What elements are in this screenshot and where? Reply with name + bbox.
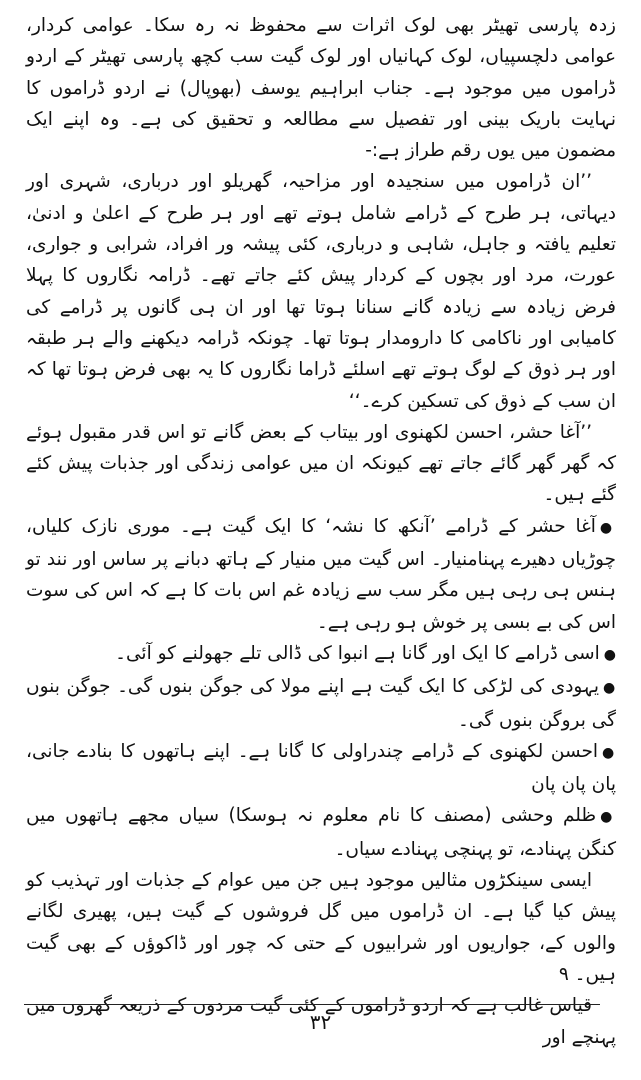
quote-block-2: ’’آغا حشر، احسن لکھنوی اور بیتاب کے بعض گانے تو اس قدر مقبول ہوئے کہ گھر گھر گائے جاتے تھے کیونکہ ان میں عوامی زندگی اور جذبات پیش کئے گئے ہیں۔ bbox=[26, 421, 616, 506]
paragraph-last-line: قیاس غالب ہے کہ اردو ڈراموں کے کئی گیت مردوں کے ذریعہ گھروں میں پہنچے اور bbox=[26, 995, 616, 1048]
quote-block-1: ’’ان ڈراموں میں سنجیدہ اور مزاحیہ، گھریلو اور درباری، شہری اور دیہاتی، ہر طرح کے ڈرامے شامل ہوتے تھے اور ہر طرح کے اعلیٰ و ادنیٰ، تعلیم یافتہ و جاہل، شاہی و درباری، کئی پیشہ ور افراد، شرابی و جواری، عورت، مرد اور بچوں کے کردار پیش کئے جاتے تھے۔ ڈرامہ نگاروں کا پہلا فرض زیادہ سے زیادہ گانے سنانا ہوتا تھا اور ان ہی گانوں پر ڈرامے کی کامیابی اور ناکامی کا دارومدار ہوتا تھا۔ چونکہ ڈرامہ دیکھنے والے ہر طبقہ اور ہر ذوق کے لوگ ہوتے تھے اسلئے ڈراما نگاروں کا یہ بھی فرض ہوتا تھا کہ ان سب کے ذوق کی تسکین کرے۔‘‘ bbox=[26, 171, 616, 412]
bullet-item bbox=[26, 638, 616, 671]
bullet-text: احسن لکھنوی کے ڈرامے چندراولی کا گانا ہے۔ اپنے ہاتھوں کا بنادے جانی، پان پان پان bbox=[26, 740, 616, 796]
body-text bbox=[26, 10, 616, 1053]
bullet-item bbox=[26, 511, 616, 638]
bullet-item bbox=[26, 736, 616, 801]
paragraph-intro: زدہ پارسی تھیٹر بھی لوک اثرات سے محفوظ نہ رہ سکا۔ عوامی کردار، عوامی دلچسپیاں، لوک کہانیاں اور لوک گیت سب کچھ پارسی تھیٹر کے اردو ڈراموں میں موجود ہے۔ جناب ابراہیم یوسف (بھوپال) نے اردو ڈراموں کا نہایت باریک بینی اور تفصیل سے مطالعہ و تحقیق کی ہے۔ وہ اپنے ایک مضمون میں یوں رقم طراز ہے:- bbox=[26, 15, 616, 162]
bullet-icon: ● bbox=[599, 519, 616, 536]
bullet-text: اسی ڈرامے کا ایک اور گانا ہے انبوا کی ڈالی تلے جھولنے کو آئی۔ bbox=[115, 642, 600, 664]
page-number: ۳۲ bbox=[309, 1010, 332, 1034]
bullet-icon: ● bbox=[603, 646, 616, 663]
bullet-item bbox=[26, 800, 616, 865]
bullet-text: آغا حشر کے ڈرامے ’آنکھ کا نشہ‘ کا ایک گیت ہے۔ موری نازک کلیاں، چوڑیاں دھیرے پہنامنیار۔ اس گیت میں منیار کے ہاتھ دبانے پر ساس اور نند تو ہنس ہی رہی ہیں مگر سب سے زیادہ غم اس بات کا ہے کہ اس کی سوت اس کی بے بسی پر خوش ہو رہی ہے۔ bbox=[26, 515, 616, 633]
paragraph-examples: ایسی سینکڑوں مثالیں موجود ہیں جن میں عوام کے جذبات اور تہذیب کو پیش کیا گیا ہے۔ ان ڈراموں میں گل فروشوں کے گیت ہیں، پھیری لگانے والوں کے، جواریوں اور شرابیوں کے حتی کہ چور اور ڈاکوؤں کے بھی گیت ہیں۔ ۹ bbox=[26, 870, 616, 985]
bullet-text: ظلم وحشی (مصنف کا نام معلوم نہ ہوسکا) سیاں مجھے ہاتھوں میں کنگن پہنادے، تو پہنچی پہنادے سیاں۔ bbox=[26, 805, 616, 860]
bullet-icon: ● bbox=[602, 680, 616, 697]
footer-rule bbox=[24, 1004, 600, 1005]
bullet-icon: ● bbox=[602, 744, 617, 761]
bullet-icon: ● bbox=[600, 809, 616, 826]
bullet-text: یہودی کی لڑکی کا ایک گیت ہے اپنے مولا کی جوگن بنوں گی۔ جوگن بنوں گی بروگن بنوں گی۔ bbox=[26, 676, 616, 731]
bullet-item bbox=[26, 671, 616, 736]
